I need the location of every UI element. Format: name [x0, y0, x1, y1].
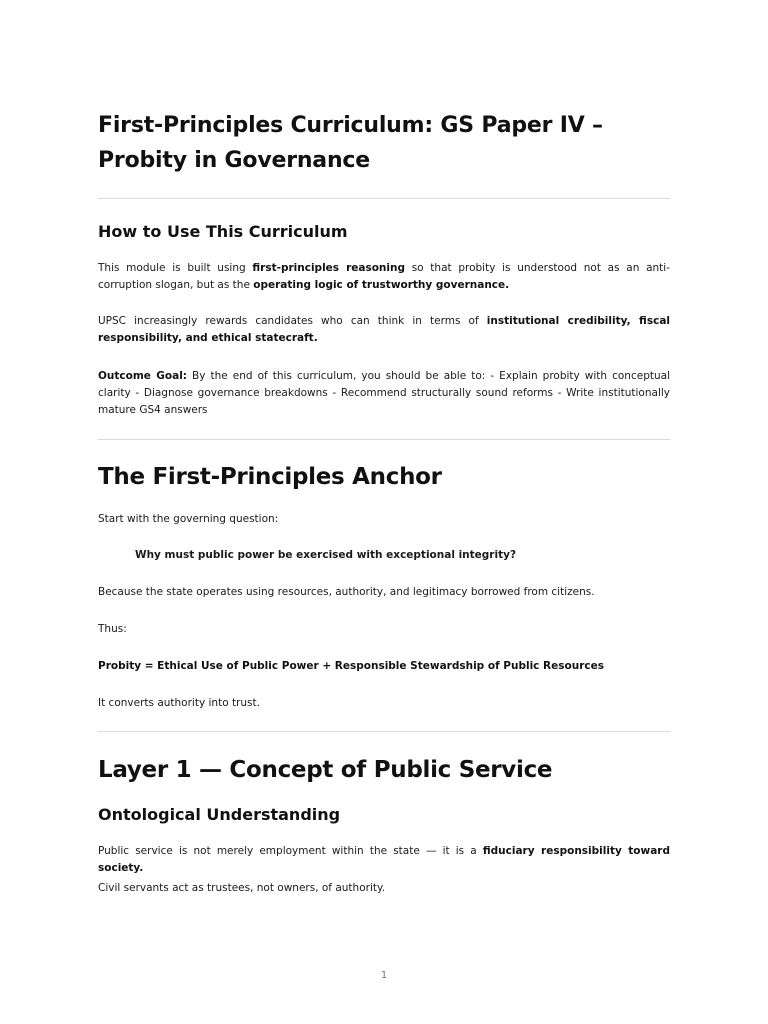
subsection-heading-ontological: Ontological Understanding — [98, 805, 341, 824]
section-heading-how-to-use: How to Use This Curriculum — [98, 222, 348, 241]
paragraph-thus: Thus: — [98, 623, 127, 635]
document-title: First-Principles Curriculum: GS Paper IV – Probity in Governance — [98, 113, 603, 173]
divider — [98, 439, 670, 440]
page-number: 1 — [380, 970, 388, 981]
divider — [98, 731, 670, 732]
divider — [98, 198, 670, 199]
paragraph-upsc-rewards: UPSC increasingly rewards candidates who can think in terms of institutional credibility, fiscal responsibility, and ethical statecraft. — [98, 315, 670, 344]
paragraph-because: Because the state operates using resources, authority, and legitimacy borrowed from citizens. — [98, 586, 595, 598]
probity-formula: Probity = Ethical Use of Public Power + Responsible Stewardship of Public Resources — [98, 660, 604, 672]
paragraph-outcome-goal: Outcome Goal: By the end of this curriculum, you should be able to: - Explain probity with conceptual clarity - Diagnose governance breakdowns - Recommend structurally sound reforms - Write institutionally mature GS4 answers — [98, 370, 670, 416]
section-heading-anchor: The First-Principles Anchor — [98, 464, 442, 490]
paragraph-public-service: Public service is not merely employment within the state — it is a fiduciary responsibility toward society. — [98, 845, 670, 874]
paragraph-civil-servants: Civil servants act as trustees, not owners, of authority. — [98, 882, 386, 894]
blockquote-governing-question: Why must public power be exercised with exceptional integrity? — [135, 549, 517, 561]
section-heading-layer-1: Layer 1 — Concept of Public Service — [98, 757, 553, 783]
paragraph-converts-authority: It converts authority into trust. — [98, 697, 260, 709]
paragraph-module-intro: This module is built using first-principles reasoning so that probity is understood not as an anti-corruption slogan, but as the operating logic of trustworthy governance. — [98, 262, 670, 291]
paragraph-anchor-intro: Start with the governing question: — [98, 513, 279, 525]
